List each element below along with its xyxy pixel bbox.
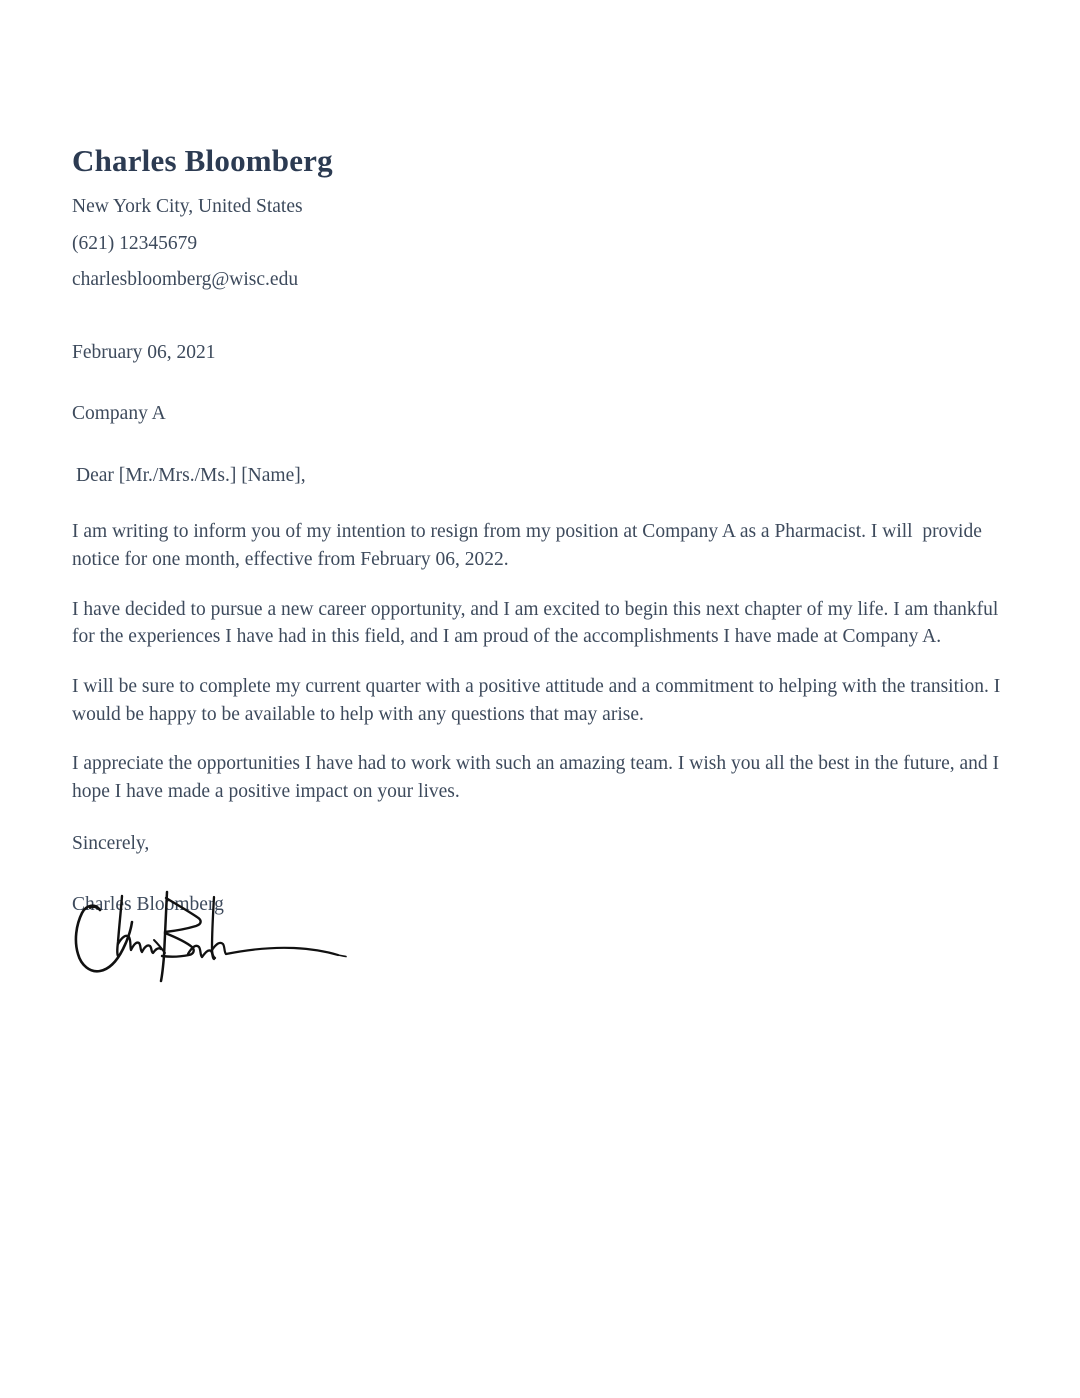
- signer-name: Charles Bloomberg: [72, 894, 224, 916]
- body-paragraph: I will be sure to complete my current quarter with a positive attitude and a commitment to helping with the transition. I would be happy to be available to help with any questions that may arise.: [72, 675, 1006, 725]
- body-paragraph: I am writing to inform you of my intention to resign from my position at Company A as a Pharmacist. I will provide notice for one month, effective from February 06, 2022.: [72, 521, 987, 570]
- contact-location: New York City, United States: [72, 196, 303, 218]
- recipient-company: Company A: [72, 403, 166, 425]
- letter-date: February 06, 2021: [72, 341, 216, 363]
- body-paragraph: I have decided to pursue a new career opportunity, and I am excited to begin this next chapter of my life. I am thankful for the experiences I have had in this field, and I am proud of the accomplishments I have made at Company A.: [72, 598, 1004, 648]
- contact-block: [72, 197, 1002, 290]
- body-paragraph: I appreciate the opportunities I have had to work with such an amazing team. I wish you all the best in the future, and I hope I have made a positive impact on your lives.: [72, 753, 1004, 802]
- salutation: Dear [Mr./Mrs./Ms.] [Name],: [76, 464, 306, 486]
- valediction: Sincerely,: [72, 832, 150, 854]
- letter-body: [72, 485, 1006, 806]
- contact-phone: (621) 12345679: [72, 232, 198, 254]
- handwritten-signature-icon: [66, 884, 356, 989]
- letter-content: [72, 0, 1006, 916]
- contact-email: charlesbloomberg@wisc.edu: [72, 269, 299, 291]
- signature-block: [66, 884, 356, 989]
- letterhead-name: Charles Bloomberg: [72, 143, 333, 178]
